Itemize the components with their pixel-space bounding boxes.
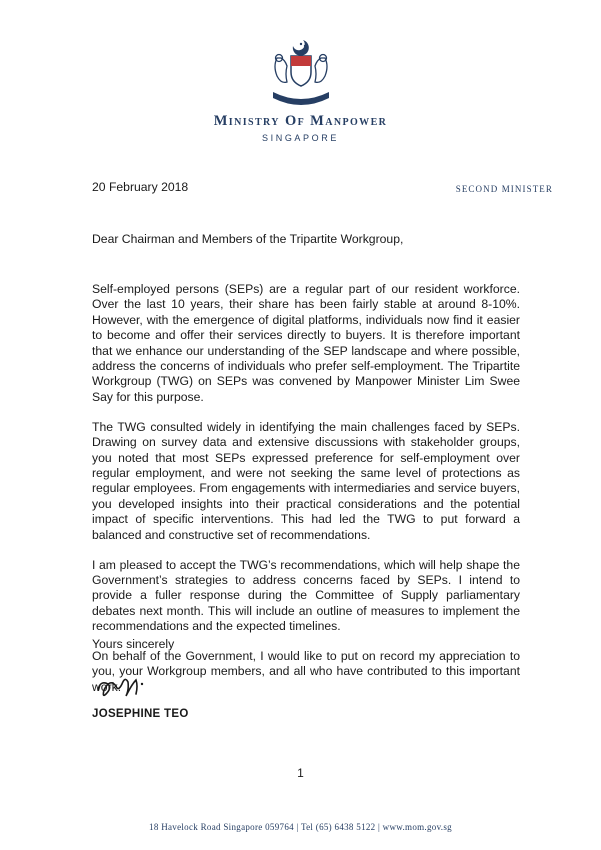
footer-contact: 18 Havelock Road Singapore 059764 | Tel (65) 6438 5122 | www.mom.gov.sg [149,822,452,832]
closing: Yours sincerely [92,637,175,651]
body-paragraph: On behalf of the Government, I would like to put on record my appreciation to you, your Workgroup members, and all who have contributed to this important work. [92,649,520,694]
ministry-country: SINGAPORE [262,133,339,143]
body-paragraph: Self-employed persons (SEPs) are a regular part of our resident workforce. Over the last 10 years, their share has been fairly stable at around 8-10%. However, with the emergence of digital platforms, individuals now find it easier to become and offer their services directly to buyers. It is therefore important that we enhance our understanding of the SEP landscape and where possible, address the concerns of individuals who prefer self-employment. The Tripartite Workgroup (TWG) on SEPs was convened by Manpower Minister Lim Swee Say for this purpose. [92,282,520,404]
body-paragraph: I am pleased to accept the TWG’s recommendations, which will help shape the Government’s strategies to address concerns faced by SEPs. I intend to provide a fuller response during the Committee of Supply parliamentary debates next month. This will include an outline of measures to implement the recommendations and the expected timelines. [92,557,520,634]
salutation: Dear Chairman and Members of the Tripartite Workgroup, [92,232,404,246]
page-number: 1 [297,766,304,780]
coat-of-arms-icon [263,36,339,112]
signature-image [92,664,162,704]
ministry-name: Ministry Of Manpower [213,113,388,129]
letter-date: 20 February 2018 [92,180,189,194]
signatory-name: JOSEPHINE TEO [92,708,189,720]
office-title: SECOND MINISTER [455,184,553,194]
body-paragraph: The TWG consulted widely in identifying the main challenges faced by SEPs. Drawing on survey data and extensive discussions with stakeholder groups, you noted that most SEPs expressed preference for self-employment over regular employment, and were not seeking the same level of protections as regular employees. From engagements with intermediaries and service buyers, you developed insights into their practical considerations and the potential impact of specific interventions. This had led the TWG to put forward a balanced and constructive set of recommendations. [92,419,520,542]
